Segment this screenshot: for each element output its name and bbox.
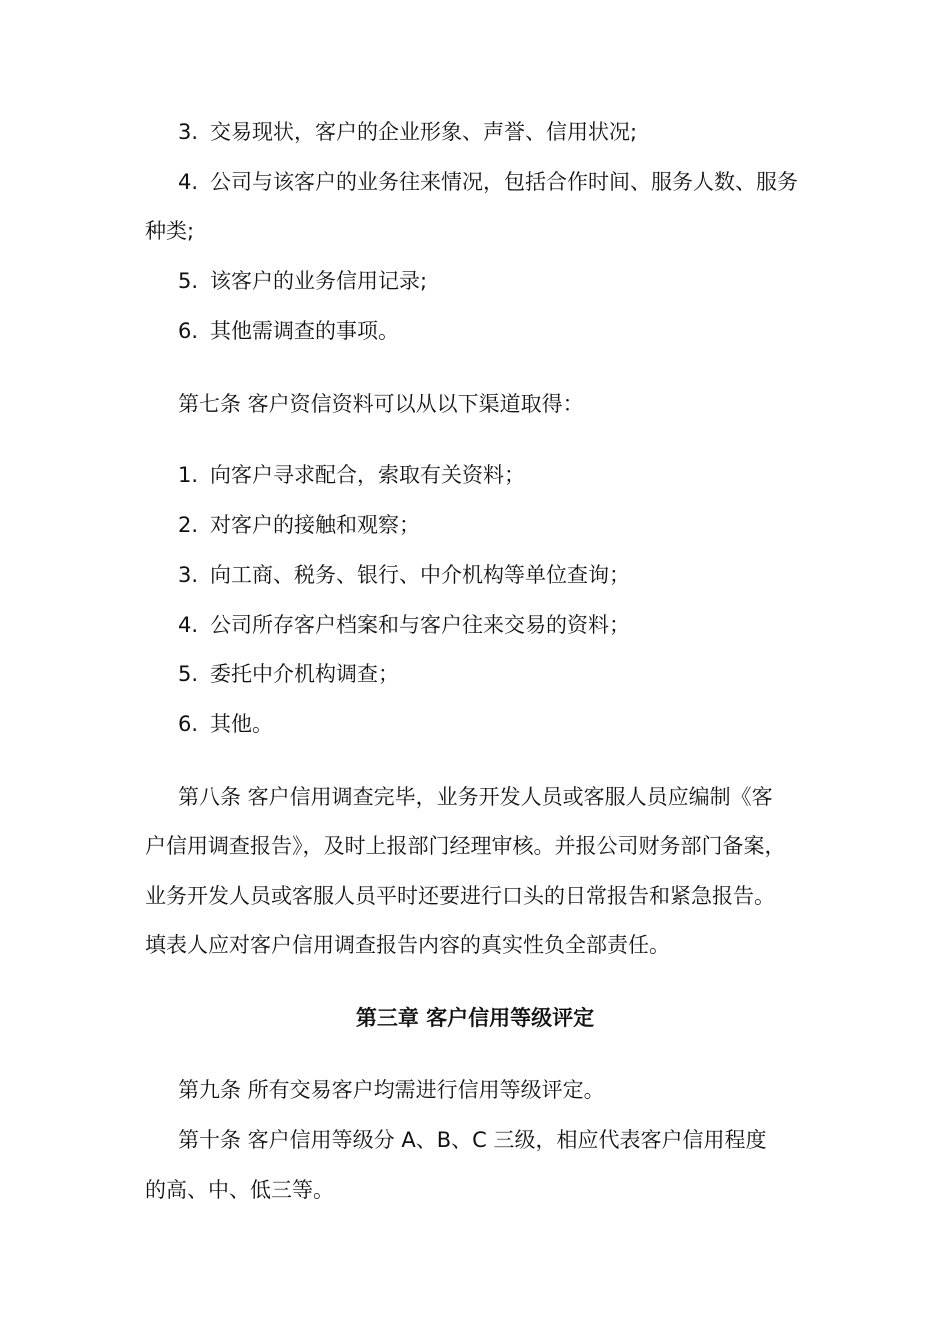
- list-text: 其他需调查的事项。: [210, 319, 399, 343]
- article-8-line: 业务开发人员或客服人员平时还要进行口头的日常报告和紧急报告。: [145, 884, 775, 908]
- list-item: [178, 316, 838, 346]
- list-item: [178, 510, 838, 540]
- article-7: 第七条 客户资信资料可以从以下渠道取得：: [178, 392, 584, 416]
- list-item: [178, 266, 838, 296]
- list-number: 2.: [178, 513, 199, 537]
- list-item: [178, 610, 838, 640]
- list-text: 该客户的业务信用记录;: [210, 269, 428, 293]
- article-8-line: 户信用调查报告》，及时上报部门经理审核。并报公司财务部门备案，: [145, 834, 786, 858]
- list-item: [178, 659, 838, 689]
- list-number: 4.: [178, 170, 199, 194]
- list-number: 6.: [178, 319, 199, 343]
- list-text: 向客户寻求配合，索取有关资料；: [210, 463, 525, 487]
- list-number: 5.: [178, 269, 199, 293]
- article-10-line: 第十条 客户信用等级分 A、B、C 三级，相应代表客户信用程度: [178, 1128, 767, 1152]
- list-number: 4.: [178, 613, 199, 637]
- list-item: [178, 709, 838, 739]
- list-text: 委托中介机构调查；: [210, 662, 399, 686]
- list-item: [178, 167, 838, 197]
- list-item: [178, 117, 838, 147]
- article-8-line: 第八条 客户信用调查完毕，业务开发人员或客服人员应编制《客: [178, 785, 773, 809]
- list-number: 6.: [178, 712, 199, 736]
- list-number: 1.: [178, 463, 199, 487]
- list-text: 交易现状，客户的企业形象、声誉、信用状况;: [210, 120, 638, 144]
- list-text: 种类;: [145, 219, 195, 243]
- article-8-line: 填表人应对客户信用调查报告内容的真实性负全部责任。: [145, 933, 670, 957]
- chapter-heading: 第三章 客户信用等级评定: [355, 1006, 595, 1030]
- article-10-line: 的高、中、低三等。: [145, 1178, 334, 1202]
- list-text: 其他。: [210, 712, 273, 736]
- list-text: 对客户的接触和观察；: [210, 513, 420, 537]
- list-item: [178, 560, 838, 590]
- list-number: 3.: [178, 563, 199, 587]
- list-number: 3.: [178, 120, 199, 144]
- list-item-continuation: [145, 216, 845, 246]
- list-item: [178, 460, 838, 490]
- list-text: 向工商、税务、银行、中介机构等单位查询；: [210, 563, 630, 587]
- article-9: 第九条 所有交易客户均需进行信用等级评定。: [178, 1078, 605, 1102]
- list-text: 公司所存客户档案和与客户往来交易的资料；: [210, 613, 630, 637]
- list-number: 5.: [178, 662, 199, 686]
- list-text: 公司与该客户的业务往来情况，包括合作时间、服务人数、服务: [210, 170, 798, 194]
